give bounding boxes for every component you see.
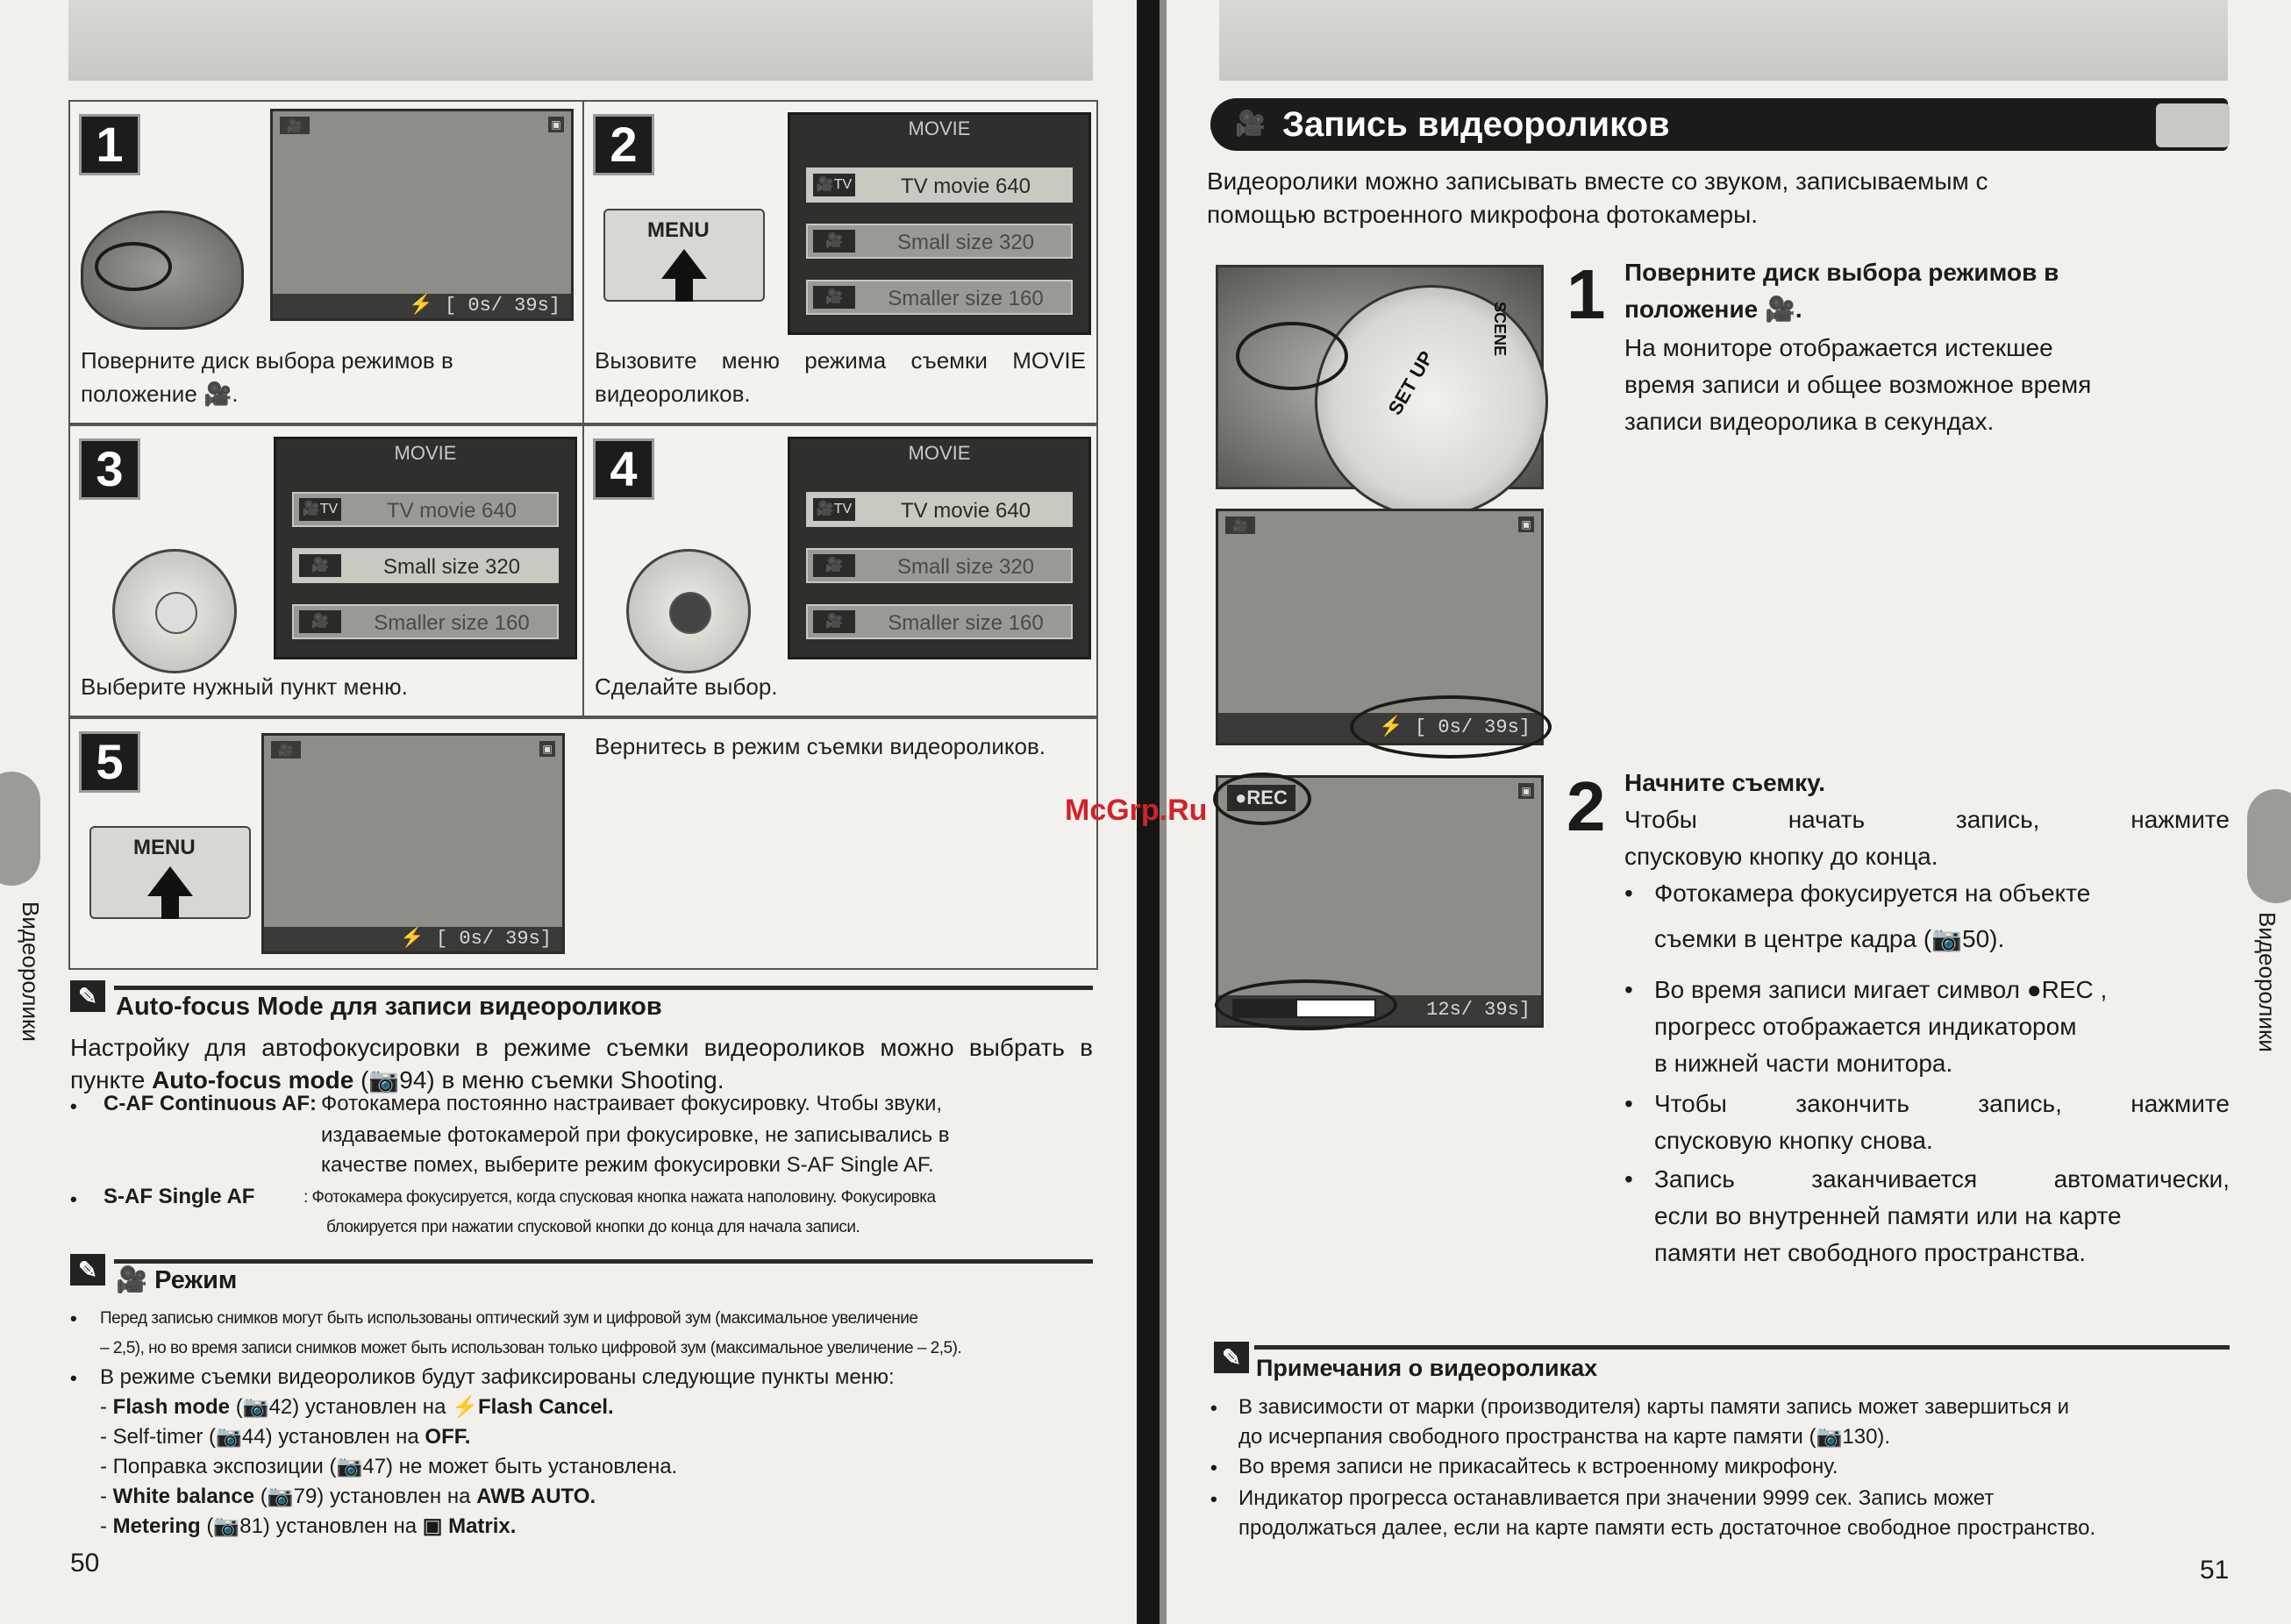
step-1-caption: Поверните диск выбора режимов в положение 🎥. — [81, 347, 453, 407]
section-label-left: Видеоролики — [18, 901, 44, 1042]
zoom-note-line1: Перед записью снимков могут быть использованы оптический зум и цифровой зум (максимальное увеличение — [100, 1309, 918, 1328]
left-header-band — [68, 0, 1093, 81]
single-af-label: S-AF Single AF — [103, 1185, 255, 1208]
step-4-cell — [582, 424, 1098, 717]
step-number: 1 — [79, 114, 140, 175]
menu-option-tv-movie: 🎥TV TV movie 640 — [806, 167, 1073, 203]
menu-option-smaller-size: 🎥 Smaller size 160 — [292, 604, 559, 639]
step-number: 5 — [79, 731, 140, 793]
memory-icon: ▣ — [1518, 516, 1534, 532]
movie-menu-image: MOVIE 🎥TV TV movie 640 🎥 Small size 320 🎥 Smaller size 160 — [788, 437, 1091, 659]
note-autofocus-body: Настройку для автофокусировки в режиме съемки видеороликов можно выбрать в пункте Auto-focus mode (📷94) в меню съемки Shooting. — [70, 1034, 1093, 1093]
zoom-note-line2: – 2,5), но во время записи снимков может быть использован только цифровой зум (максимальное увеличение – 2,5). — [100, 1339, 962, 1357]
continuous-af-label: C-AF Continuous AF: — [103, 1092, 318, 1115]
movie-mode-icon: 🎥 — [271, 741, 301, 759]
menu-option-tv-movie: 🎥TV TV movie 640 — [292, 492, 559, 527]
page-number-left: 50 — [70, 1549, 100, 1578]
menu-option-tv-movie: 🎥TV TV movie 640 — [806, 492, 1073, 527]
fixed-setting-self-timer: - Self-timer (📷44) установлен на OFF. — [100, 1425, 471, 1449]
step-1-heading-line2: положение 🎥. — [1624, 296, 1802, 323]
monitor-image — [1216, 509, 1544, 745]
step-2-caption: Вызовите меню режима съемки MOVIE видеороликов. — [595, 347, 1086, 407]
notes-heading: Примечания о видеороликах — [1256, 1355, 1598, 1381]
page-title: 🎥 Запись видеороликов — [1210, 98, 2228, 151]
bullet-auto-line3: памяти нет свободного пространства. — [1654, 1239, 2087, 1266]
intro-line1: Видеоролики можно записывать вместе со звуком, записываемым с — [1207, 167, 1988, 195]
section-tab — [2247, 789, 2291, 903]
step-4-caption: Сделайте выбор. — [595, 673, 778, 700]
movie-mode-icon: 🎥. — [1765, 296, 1802, 323]
bullet-focus-line2: съемки в центре кадра (📷50). — [1654, 925, 2005, 952]
multi-selector-image — [626, 549, 751, 673]
step-2-body-line1: Чтобы начать запись, нажмите — [1624, 806, 2230, 833]
menu-option-small-size: 🎥 Small size 320 — [806, 224, 1073, 259]
step-1-body-line2: время записи и общее возможное время — [1624, 371, 2092, 398]
monitor-image — [270, 109, 574, 321]
note-microphone: Во время записи не прикасайтесь к встроенному микрофону. — [1238, 1455, 1838, 1478]
highlight-circle — [1350, 695, 1552, 759]
bullet-stop-line2: спусковую кнопку снова. — [1654, 1127, 1933, 1154]
highlight-circle — [95, 242, 172, 291]
note-memory-card-line2: до исчерпания свободного пространства на карте памяти (📷130). — [1238, 1425, 1891, 1449]
step-number: 4 — [593, 438, 654, 500]
note-autofocus-heading: Auto-focus Mode для записи видеороликов — [116, 993, 662, 1021]
step-1-body-line3: записи видеоролика в секундах. — [1624, 408, 1995, 435]
highlight-circle — [1213, 773, 1311, 825]
menu-option-smaller-size: 🎥 Smaller size 160 — [806, 604, 1073, 639]
rec-indicator: ●REC — [1227, 785, 1295, 811]
step-number: 3 — [79, 438, 140, 500]
press-arrow-icon — [147, 866, 193, 896]
menu-title: MOVIE — [908, 118, 971, 139]
step-5-caption: Вернитесь в режим съемки видеороликов. — [595, 733, 1046, 759]
title-tab — [2156, 103, 2230, 147]
bullet-rec-line3: в нижней части монитора. — [1654, 1050, 1953, 1077]
intro-line2: помощью встроенного микрофона фотокамеры. — [1207, 201, 1759, 228]
note-mode-heading: 🎥 Режим — [116, 1266, 238, 1294]
fixed-setting-exposure: - Поправка экспозиции (📷47) не может быть установлена. — [100, 1455, 678, 1478]
highlight-circle — [1215, 979, 1397, 1030]
fixed-setting-white-balance: - White balance (📷79) установлен на AWB AUTO. — [100, 1485, 596, 1508]
monitor-status-bar: ⚡ [ 0s/ 39s] — [273, 294, 571, 318]
bullet-rec-line2: прогресс отображается индикатором — [1654, 1013, 2077, 1040]
step-3-cell — [68, 424, 584, 717]
press-arrow-icon — [661, 249, 707, 279]
bullet-auto-line1: Запись заканчивается автоматически, — [1654, 1165, 2230, 1193]
dial-label-setup: SET UP — [1383, 347, 1438, 419]
section-label-right: Видеоролики — [2254, 912, 2280, 1052]
bullet-stop-line1: Чтобы закончить запись, нажмите — [1654, 1090, 2230, 1117]
step-number: 2 — [593, 114, 654, 175]
memory-icon: ▣ — [539, 741, 555, 757]
note-progress-line1: Индикатор прогресса останавливается при значении 9999 сек. Запись может — [1238, 1486, 1995, 1510]
movie-mode-icon: 🎥 — [1225, 516, 1255, 534]
monitor-status-bar: ⚡ [ 0s/ 39s] — [264, 927, 562, 951]
step-3-caption: Выберите нужный пункт меню. — [81, 673, 408, 700]
dial-label-scene: SCENE — [1491, 301, 1509, 357]
movie-menu-image: MOVIE 🎥TV TV movie 640 🎥 Small size 320 🎥 Smaller size 160 — [274, 437, 577, 659]
camera-buttons-image — [89, 826, 251, 919]
memory-icon: ▣ — [1518, 783, 1534, 799]
section-tab — [0, 772, 40, 886]
mode-dial-photo — [1216, 265, 1544, 489]
note-pencil-icon: ✎ — [1214, 1342, 1249, 1373]
recording-monitor-image — [1216, 775, 1544, 1028]
step-1-heading: Поверните диск выбора режимов в — [1624, 259, 2059, 286]
step-1-body-line1: На мониторе отображается истекшее — [1624, 334, 2053, 361]
note-pencil-icon: ✎ — [70, 980, 105, 1012]
bullet-rec-line1: Во время записи мигает символ ●REC , — [1654, 976, 2108, 1003]
step-2-number: 2 — [1567, 767, 1606, 845]
note-progress-line2: продолжаться далее, если на карте памяти есть достаточное свободное пространство. — [1238, 1516, 2096, 1540]
step-2-heading: Начните съемку. — [1624, 769, 1825, 796]
page-number-right: 51 — [2200, 1556, 2230, 1585]
movie-mode-icon: 🎥 — [116, 1266, 155, 1294]
note-pencil-icon: ✎ — [70, 1254, 105, 1286]
movie-mode-icon: 🎥 — [280, 117, 310, 134]
note-memory-card-line1: В зависимости от марки (производителя) карты памяти запись может завершиться и — [1238, 1395, 2070, 1419]
movie-menu-image — [788, 112, 1091, 335]
menu-option-small-size: 🎥 Small size 320 — [292, 548, 559, 583]
watermark: McGrp.Ru — [1065, 794, 1208, 827]
step-2-cell — [582, 100, 1098, 424]
continuous-af-text: Фотокамера постоянно настраивает фокусировку. Чтобы звуки, — [321, 1092, 943, 1115]
bullet-auto-line2: если во внутренней памяти или на карте — [1654, 1202, 2122, 1229]
right-header-band — [1219, 0, 2228, 81]
step-2-body-line2: спусковую кнопку до конца. — [1624, 843, 1938, 870]
fixed-settings-intro: В режиме съемки видеороликов будут зафиксированы следующие пункты меню: — [100, 1365, 895, 1389]
step-1-cell — [68, 100, 584, 424]
multi-selector-image — [112, 549, 237, 673]
monitor-status-bar: 12s/ 39s] — [1218, 995, 1541, 1025]
menu-option-small-size: 🎥 Small size 320 — [806, 548, 1073, 583]
movie-mode-icon: 🎥 — [1235, 110, 1266, 137]
menu-key-label: MENU — [133, 836, 196, 859]
highlight-circle — [1236, 322, 1348, 390]
monitor-status-bar: ⚡ [ 0s/ 39s] — [1218, 713, 1541, 743]
step-1-number: 1 — [1567, 255, 1606, 333]
monitor-image — [261, 733, 565, 954]
menu-key-label: MENU — [647, 218, 710, 242]
memory-icon: ▣ — [548, 117, 564, 132]
bullet-focus-line1: Фотокамера фокусируется на объекте — [1654, 880, 2091, 907]
fixed-setting-flash: - Flash mode (📷42) установлен на ⚡Flash Cancel. — [100, 1395, 614, 1419]
single-af-text: : Фотокамера фокусируется, когда спусковая кнопка нажата наполовину. Фокусировка — [303, 1188, 936, 1207]
step-5-cell — [68, 717, 1098, 970]
fixed-setting-metering: - Metering (📷81) установлен на ▣ Matrix. — [100, 1514, 517, 1538]
menu-option-smaller-size: 🎥 Smaller size 160 — [806, 280, 1073, 315]
camera-buttons-image — [603, 209, 765, 302]
